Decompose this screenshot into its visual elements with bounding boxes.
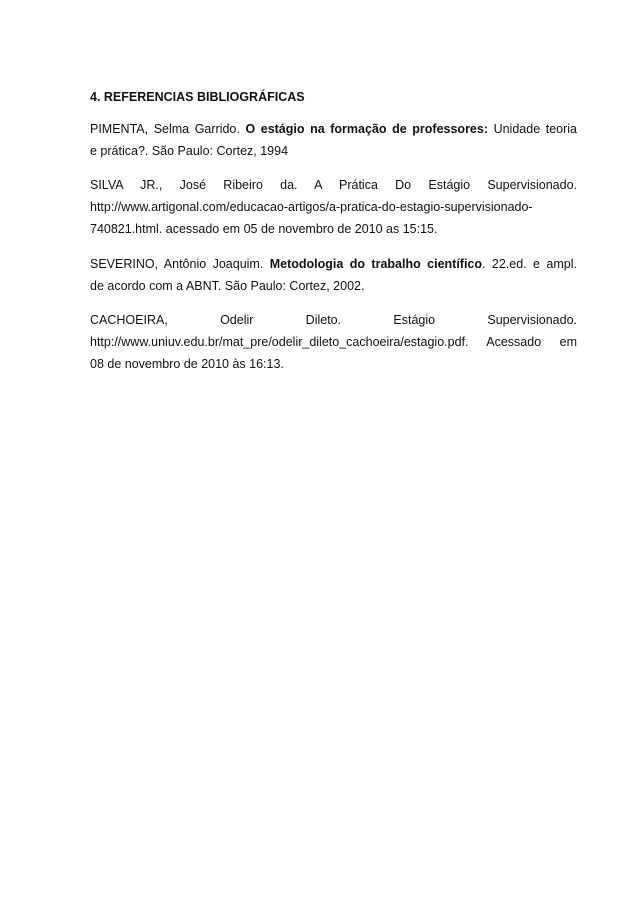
reference-url-line: [90, 331, 577, 353]
work-title: Metodologia do trabalho científico: [269, 257, 483, 271]
work-title: O estágio na formação de professores:: [245, 122, 488, 136]
reference-entry-severino: [90, 253, 577, 297]
reference-text: e prática?. São Paulo: Cortez, 1994: [90, 144, 289, 158]
reference-line: [90, 218, 577, 240]
reference-entry-silva: [90, 174, 577, 240]
reference-line: [90, 275, 577, 297]
reference-url: http://www.artigonal.com/educacao-artigos/a-pratica-do-estagio-supervisionado-: [90, 200, 533, 214]
reference-line: [90, 309, 577, 331]
reference-text: SILVA JR., José Ribeiro da. A Prática Do Estágio Supervisionado.: [90, 178, 577, 192]
reference-text: de acordo com a ABNT. São Paulo: Cortez, 2002.: [90, 279, 365, 293]
reference-line: [90, 174, 577, 196]
reference-entry-cachoeira: [90, 309, 577, 375]
reference-text: 08 de novembro de 2010 às 16:13.: [90, 357, 284, 371]
reference-text: Unidade teoria: [488, 122, 577, 136]
reference-url: http://www.uniuv.edu.br/mat_pre/odelir_dileto_cachoeira/estagio.pdf. Acessado em: [90, 335, 577, 349]
reference-url-line: [90, 196, 577, 218]
reference-line: [90, 140, 577, 162]
reference-line: [90, 353, 577, 375]
reference-text: . 22.ed. e ampl.: [482, 257, 577, 271]
author-text: PIMENTA, Selma Garrido.: [90, 122, 246, 136]
reference-text: CACHOEIRA, Odelir Dileto. Estágio Supervisionado.: [90, 313, 577, 327]
author-text: SEVERINO, Antônio Joaquim.: [90, 257, 270, 271]
reference-line: [90, 118, 577, 140]
reference-line: [90, 253, 577, 275]
reference-text: 740821.html. acessado em 05 de novembro de 2010 as 15:15.: [90, 222, 438, 236]
reference-entry-pimenta: [90, 118, 577, 162]
section-heading: 4. REFERENCIAS BIBLIOGRÁFICAS: [90, 90, 305, 104]
